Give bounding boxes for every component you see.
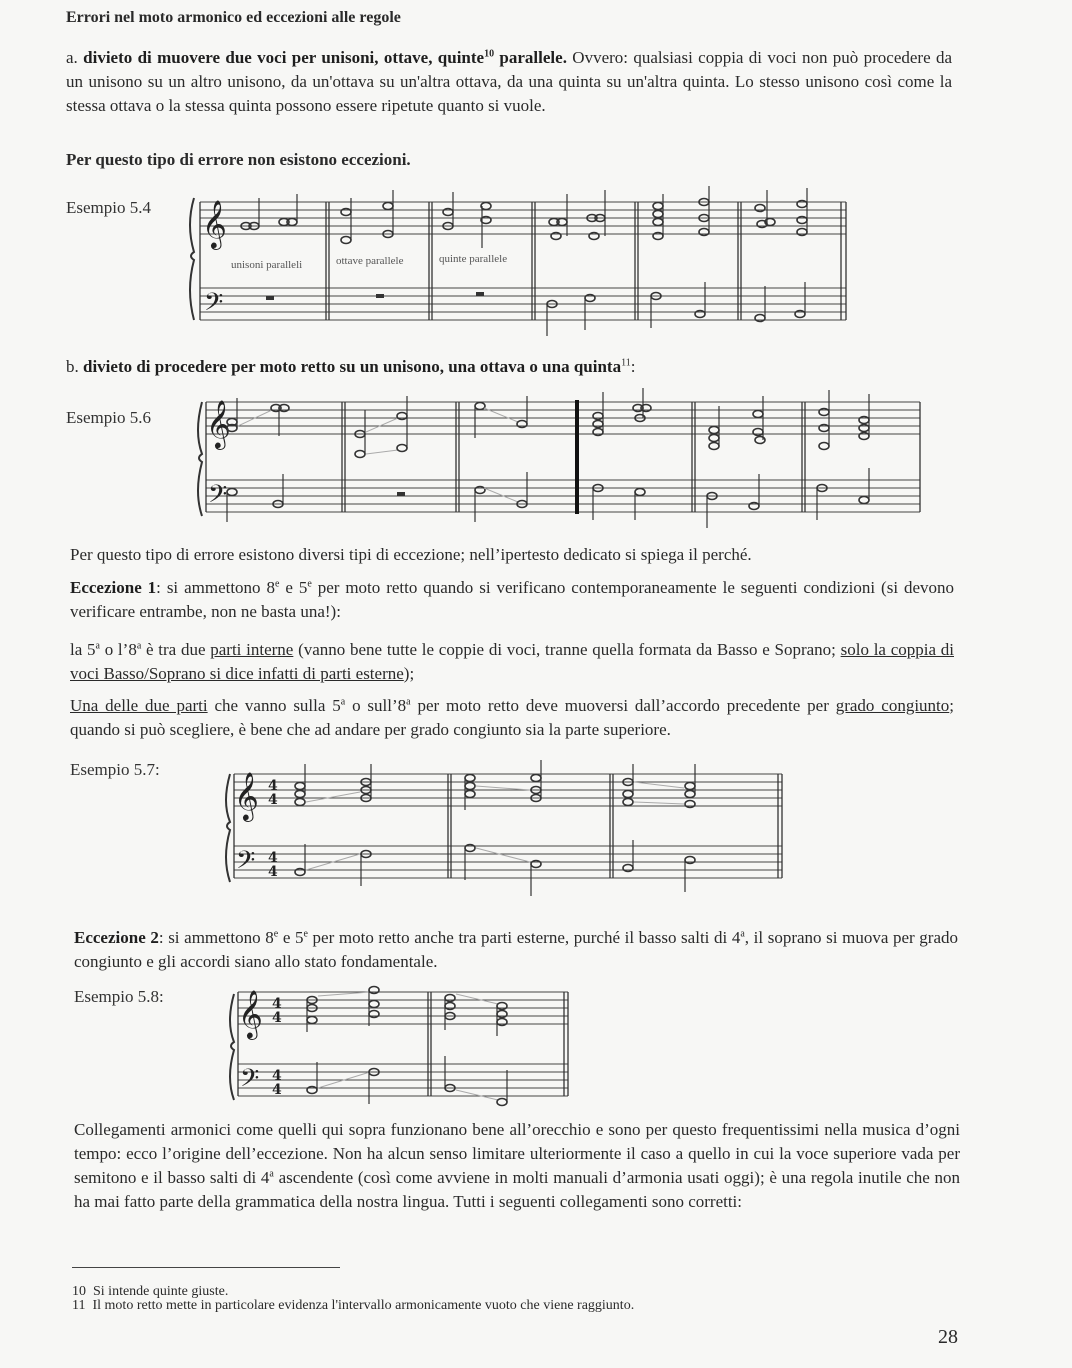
page-heading: Errori nel moto armonico ed eccezioni alle regole bbox=[66, 9, 401, 26]
exception-2-title: Eccezione 2 bbox=[74, 928, 159, 947]
treble-clef-icon: 𝄞 bbox=[234, 771, 259, 820]
example-5-7-score bbox=[220, 766, 786, 888]
time-signature-bottom: 4 bbox=[268, 864, 278, 880]
exception-2-text: : si ammettono 8 bbox=[158, 928, 274, 947]
condition-text: ); bbox=[403, 664, 415, 683]
section-a-text: Ovvero: qualsiasi coppia di voci non può procedere da un unisono su un altro unisono, da un'ottava su un'altra ottava, da una quinta su un'altra quinta. Lo stesso unisono così come la stessa ottava o la stessa quinta possono essere ripetute quanto si vuole. bbox=[66, 48, 953, 115]
section-a-rule: divieto di muovere due voci per unisoni, ottave, quinte bbox=[83, 48, 485, 67]
superscript: e bbox=[303, 928, 308, 940]
condition-text: che vanno sulla 5 bbox=[207, 696, 341, 715]
superscript: e bbox=[307, 578, 312, 590]
condition-text: o sull’8 bbox=[345, 696, 407, 715]
example-5-8-label: Esempio 5.8: bbox=[74, 987, 164, 1006]
example-5-4-score bbox=[186, 190, 850, 330]
notes bbox=[295, 760, 695, 896]
treble-clef-icon: 𝄞 bbox=[206, 399, 231, 448]
superscript: a bbox=[340, 696, 346, 708]
section-b-rule: divieto di procedere per moto retto su un unisono, una ottava o una quinta bbox=[83, 357, 622, 376]
section-b-heading bbox=[66, 355, 635, 379]
exceptions-intro: Per questo tipo di errore esistono diversi tipi di eccezione; nell’ipertesto dedicato si spiega il perché. bbox=[70, 545, 752, 564]
example-5-4-label: Esempio 5.4 bbox=[66, 198, 151, 217]
superscript: e bbox=[273, 928, 279, 940]
section-a-prefix: a. bbox=[66, 48, 84, 67]
underlined-text: solo la coppia di voci Basso/Soprano si dice infatti di parti esterne bbox=[70, 640, 954, 683]
exception-2-text: per moto retto anche tra parti esterne, purché il basso salti di 4 bbox=[307, 928, 741, 947]
condition-text: la 5 bbox=[70, 640, 96, 659]
time-signature-bottom: 4 bbox=[272, 1010, 282, 1026]
example-5-6-score bbox=[192, 392, 924, 522]
superscript: a bbox=[269, 1168, 274, 1180]
bass-clef-icon: 𝄢 bbox=[208, 480, 228, 515]
time-signature-bottom: 4 bbox=[268, 792, 278, 808]
exception-1-title: Eccezione 1 bbox=[70, 578, 157, 597]
underlined-text: Una delle due parti bbox=[70, 696, 208, 715]
example-5-6-label: Esempio 5.6 bbox=[66, 408, 151, 427]
brace-icon bbox=[230, 994, 234, 1100]
closing-text: Collegamenti armonici come quelli qui sopra funzionano bene all’orecchio e sono per questo frequentissimi nella musica d’ogni tempo: ecco l’origine dell’eccezione. Non ha alcun senso limitare ulteriormente il caso a quello in cui la voce superiore vada per semitono e il basso salti di 4 bbox=[74, 1120, 960, 1187]
closing-paragraph bbox=[74, 1118, 960, 1214]
superscript: a bbox=[136, 640, 142, 652]
brace-icon bbox=[198, 402, 202, 516]
superscript: e bbox=[274, 578, 280, 590]
annotation-ottave: ottave parallele bbox=[336, 255, 404, 267]
underlined-text: grado congiunto bbox=[835, 696, 950, 715]
superscript: a bbox=[95, 640, 100, 652]
treble-staff bbox=[238, 992, 568, 1024]
bass-clef-icon: 𝄢 bbox=[236, 846, 256, 881]
notes bbox=[227, 388, 869, 528]
exception-2-paragraph bbox=[74, 926, 958, 974]
condition-2 bbox=[70, 694, 954, 742]
footnote-11 bbox=[72, 1296, 634, 1315]
section-b-prefix: b. bbox=[66, 357, 83, 376]
exception-2-text: , il soprano si muova per grado congiunto e gli accordi siano allo stato fondamentale. bbox=[74, 928, 959, 971]
condition-text: per moto retto deve muoversi dall’accordo precedente per bbox=[410, 696, 836, 715]
superscript: a bbox=[406, 696, 411, 708]
bass-clef-icon: 𝄢 bbox=[204, 288, 224, 323]
exception-2-text: e 5 bbox=[278, 928, 304, 947]
exception-1-text: e 5 bbox=[279, 578, 308, 597]
no-exceptions-note: Per questo tipo di errore non esistono eccezioni. bbox=[66, 150, 411, 169]
footnote-number: 10 bbox=[72, 1284, 86, 1299]
exception-1-text: : si ammettono 8 bbox=[156, 578, 275, 597]
example-5-7-label: Esempio 5.7: bbox=[70, 760, 160, 779]
superscript: a bbox=[740, 928, 745, 940]
time-signature-top: 4 bbox=[272, 996, 282, 1012]
footnote-divider bbox=[72, 1267, 340, 1268]
footnote-number: 11 bbox=[72, 1298, 86, 1313]
time-signature-top: 4 bbox=[268, 850, 278, 866]
footnote-ref-11[interactable]: 11 bbox=[621, 357, 631, 369]
underlined-text: parti interne bbox=[210, 640, 294, 659]
section-b-colon: : bbox=[630, 357, 636, 376]
treble-staff bbox=[206, 402, 920, 434]
condition-text: è tra due bbox=[141, 640, 211, 659]
condition-1 bbox=[70, 638, 954, 686]
bass-clef-icon: 𝄢 bbox=[240, 1064, 260, 1099]
bass-staff bbox=[200, 288, 846, 320]
bass-staff bbox=[234, 846, 782, 878]
footnote-text: Si intende quinte giuste. bbox=[93, 1284, 229, 1299]
exception-1-paragraph bbox=[70, 576, 954, 624]
time-signature-bottom: 4 bbox=[272, 1082, 282, 1098]
bass-staff bbox=[238, 1064, 568, 1096]
closing-text: ascendente (così come avviene in molti manuali d’armonia usati oggi); è una regola inutile che non ha mai fatto parte della grammatica della nostra lingua. Tutti i seguenti collegamenti sono corretti: bbox=[74, 1168, 960, 1211]
brace-icon bbox=[190, 198, 194, 320]
bass-staff bbox=[206, 480, 920, 512]
treble-clef-icon: 𝄞 bbox=[202, 199, 227, 248]
section-a-rule-tail: parallele. bbox=[494, 48, 567, 67]
footnote-ref-10[interactable]: 10 bbox=[484, 48, 495, 60]
section-a-paragraph bbox=[66, 46, 952, 118]
exception-1-text: per moto retto quando si verificano contemporaneamente le seguenti condizioni (si devono verificare entrambe, non ne basta una!): bbox=[70, 578, 955, 621]
annotation-quinte: quinte parallele bbox=[439, 253, 508, 265]
annotation-unisoni: unisoni paralleli bbox=[231, 259, 303, 271]
treble-staff bbox=[234, 774, 782, 806]
example-5-8-score bbox=[224, 986, 572, 1106]
page-number: 28 bbox=[938, 1326, 958, 1348]
barlines bbox=[342, 400, 920, 514]
brace-icon bbox=[226, 774, 230, 882]
barlines bbox=[326, 202, 846, 320]
condition-text: ; quando si può scegliere, è bene che ad andare per grado congiunto sia la parte superiore. bbox=[70, 696, 955, 739]
time-signature-top: 4 bbox=[268, 778, 278, 794]
condition-text: o l’8 bbox=[99, 640, 137, 659]
footnote-text: Il moto retto mette in particolare evidenza l'intervallo armonicamente vuoto che viene raggiunto. bbox=[92, 1298, 635, 1313]
time-signature-top: 4 bbox=[272, 1068, 282, 1084]
treble-clef-icon: 𝄞 bbox=[238, 989, 263, 1038]
condition-text: (vanno bene tutte le coppie di voci, tranne quella formata da Basso e Soprano; bbox=[293, 640, 841, 659]
